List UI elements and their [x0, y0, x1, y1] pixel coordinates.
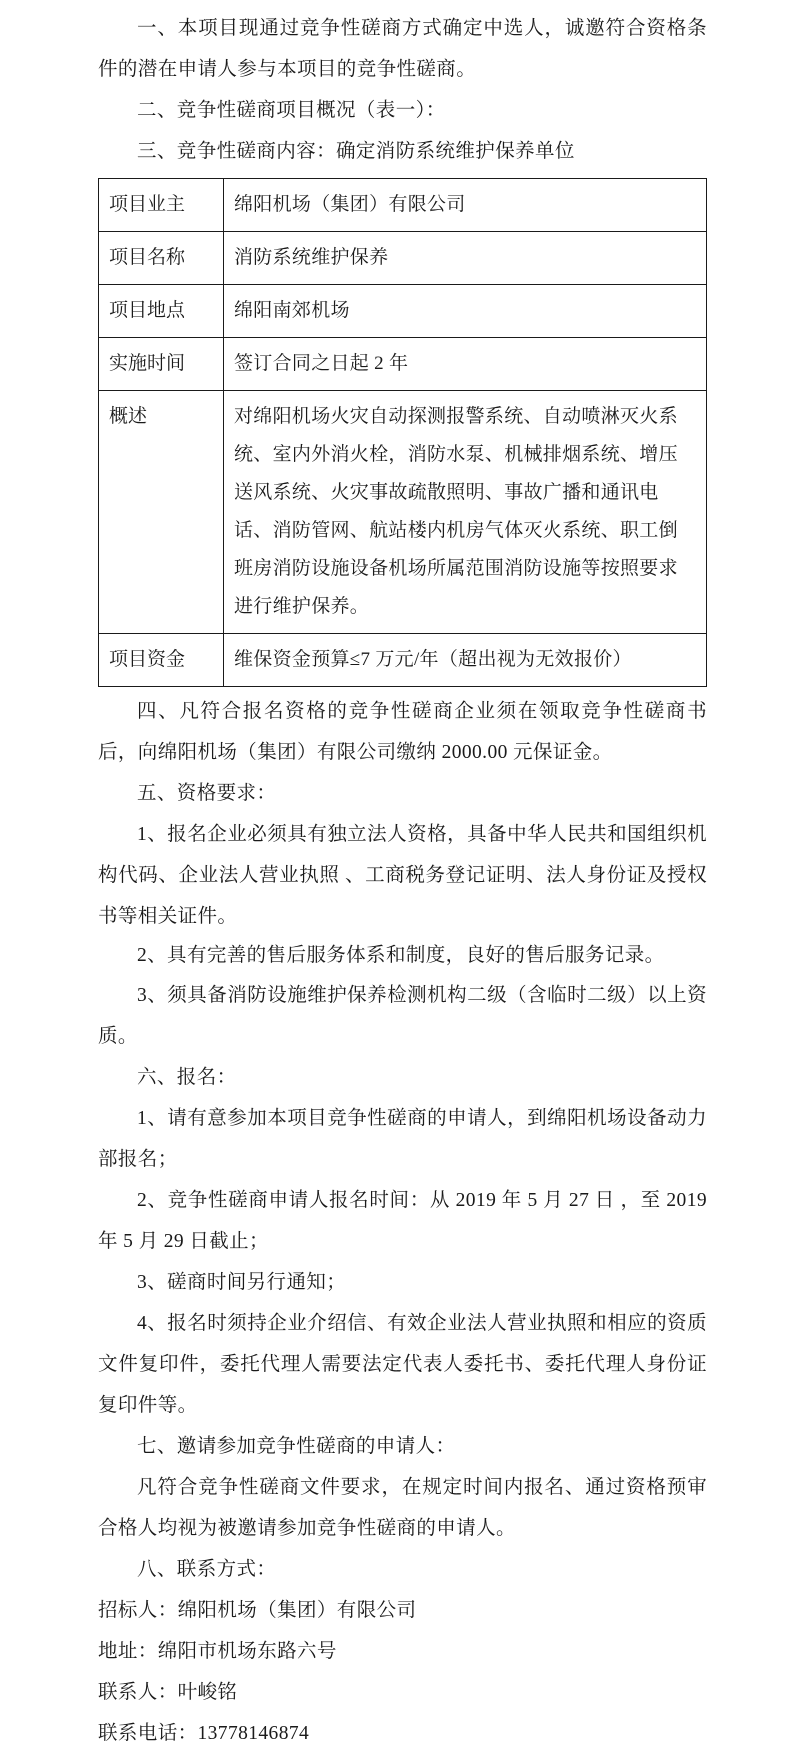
table-row [99, 232, 707, 285]
table-cell-value: 维保资金预算≤7 万元/年（超出视为无效报价） [224, 634, 707, 687]
paragraph-8: 八、联系方式： [137, 1559, 277, 1580]
paragraph-7-1: 凡符合竞争性磋商文件要求，在规定时间内报名、通过资格预审合格人均视为被邀请参加竞争性磋商的申请人。 [98, 1477, 707, 1539]
table-cell-label: 实施时间 [99, 338, 224, 391]
paragraph-3: 三、竞争性磋商内容：确定消防系统维护保养单位 [137, 141, 575, 162]
contact-phone: 联系电话：13778146874 [98, 1723, 310, 1744]
table-cell-value: 消防系统维护保养 [224, 232, 707, 285]
paragraph-5: 五、资格要求： [137, 783, 277, 804]
table-cell-label: 概述 [99, 391, 224, 634]
paragraph-6-1: 1、请有意参加本项目竞争性磋商的申请人，到绵阳机场设备动力部报名； [98, 1108, 707, 1170]
paragraph-6: 六、报名： [137, 1067, 237, 1088]
paragraph-4: 四、凡符合报名资格的竞争性磋商企业须在领取竞争性磋商书后，向绵阳机场（集团）有限公司缴纳 2000.00 元保证金。 [98, 701, 707, 763]
paragraph-6-2: 2、竞争性磋商申请人报名时间：从 2019 年 5 月 27 日 ，至 2019 年 5 月 29 日截止； [98, 1190, 708, 1252]
project-overview-table [98, 178, 707, 687]
table-cell-label: 项目地点 [99, 285, 224, 338]
table-cell-value: 绵阳南郊机场 [224, 285, 707, 338]
paragraph-2: 二、竞争性磋商项目概况（表一）： [137, 100, 446, 121]
table-cell-value: 绵阳机场（集团）有限公司 [224, 179, 707, 232]
table-cell-label: 项目资金 [99, 634, 224, 687]
table-row [99, 179, 707, 232]
table-cell-value: 签订合同之日起 2 年 [224, 338, 707, 391]
paragraph-7: 七、邀请参加竞争性磋商的申请人： [137, 1436, 456, 1457]
table-cell-value: 对绵阳机场火灾自动探测报警系统、自动喷淋灭火系统、室内外消火栓，消防水泵、机械排烟系统、增压送风系统、火灾事故疏散照明、事故广播和通讯电话、消防管网、航站楼内机房气体灭火系统、职工倒班房消防设施设备机场所属范围消防设施等按照要求进行维护保养。 [224, 391, 707, 634]
table-row [99, 338, 707, 391]
paragraph-5-1: 1、报名企业必须具有独立法人资格，具备中华人民共和国组织机构代码、企业法人营业执照 、工商税务登记证明、法人身份证及授权书等相关证件。 [98, 824, 707, 927]
paragraph-5-3: 3、须具备消防设施维护保养检测机构二级（含临时二级）以上资质。 [98, 985, 707, 1047]
contact-address: 地址：绵阳市机场东路六号 [98, 1641, 337, 1662]
contact-bidder: 招标人：绵阳机场（集团）有限公司 [98, 1600, 417, 1621]
contact-person: 联系人：叶峻铭 [98, 1682, 238, 1703]
table-cell-label: 项目业主 [99, 179, 224, 232]
table-row [99, 285, 707, 338]
paragraph-6-4: 4、报名时须持企业介绍信、有效企业法人营业执照和相应的资质文件复印件，委托代理人需要法定代表人委托书、委托代理人身份证复印件等。 [98, 1313, 707, 1416]
paragraph-6-3: 3、磋商时间另行通知； [137, 1272, 347, 1293]
table-row [99, 634, 707, 687]
table-row [99, 391, 707, 634]
paragraph-5-2: 2、具有完善的售后服务体系和制度，良好的售后服务记录。 [137, 945, 665, 966]
paragraph-1: 一、本项目现通过竞争性磋商方式确定中选人，诚邀符合资格条件的潜在申请人参与本项目的竞争性磋商。 [98, 18, 707, 80]
table-cell-label: 项目名称 [99, 232, 224, 285]
